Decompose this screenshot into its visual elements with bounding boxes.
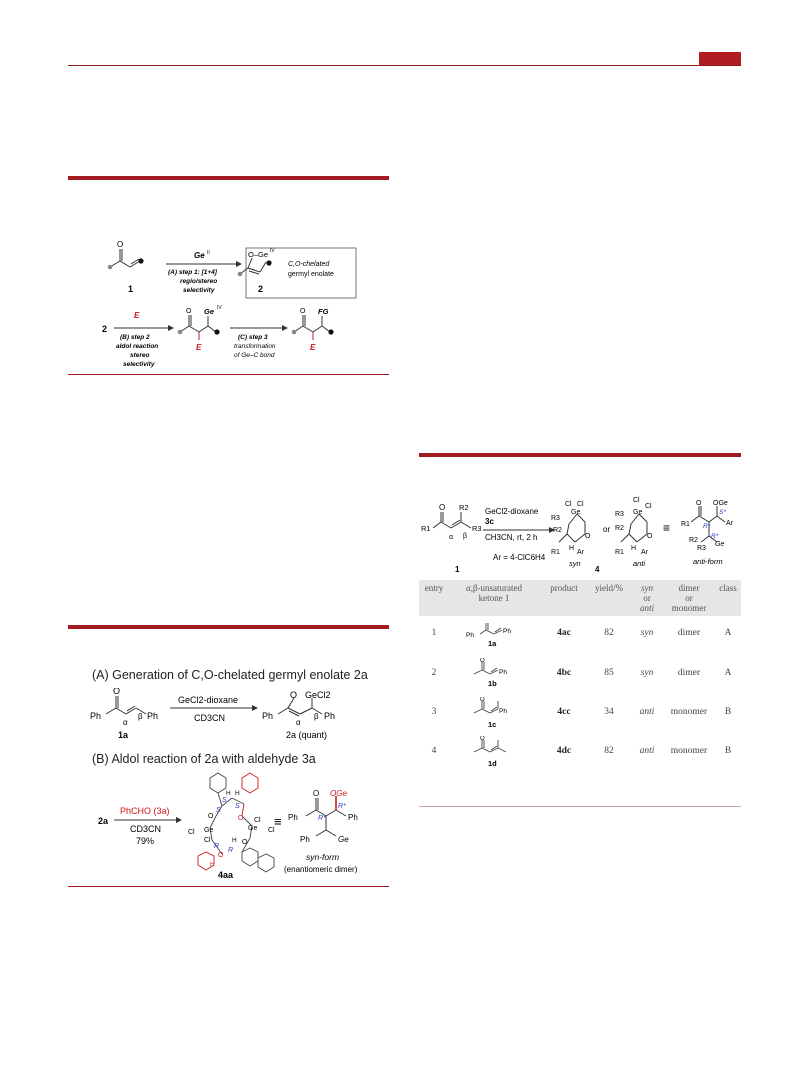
alpha-left: α (449, 534, 454, 541)
rstar-anti-2: R* (711, 533, 719, 540)
row1-yield: 82 (604, 628, 614, 638)
cl-1: Cl (188, 829, 195, 836)
ph-syn-2: Ph (348, 813, 358, 822)
svg-text:Ge: Ge (633, 509, 643, 516)
ar-anti-form: Ar (726, 520, 733, 527)
ph-right-1a: Ph (147, 711, 159, 721)
svg-text:O: O (480, 658, 485, 664)
cl-syn-2: Cl (577, 501, 584, 508)
row1-state: dimer (677, 628, 701, 638)
table-top-rule (419, 453, 741, 457)
th-syn: syn (641, 583, 653, 593)
th-entry: entry (424, 583, 444, 593)
row1-ketone-structure (466, 620, 530, 648)
ge-anti-form: Ge (715, 541, 725, 548)
cl-4: Cl (268, 827, 275, 834)
ph-syn-1: Ph (288, 813, 298, 822)
step-c: (C) step 3 (238, 334, 268, 341)
step-b-sub3: selectivity (123, 361, 155, 368)
r3-syn: R3 (551, 515, 560, 522)
r1-anti: R1 (615, 549, 624, 556)
fg-label: FG (318, 307, 329, 316)
r3-left: R3 (472, 524, 482, 533)
th-anti: anti (639, 603, 654, 613)
svg-text:O: O (186, 308, 192, 315)
step-a-sub: regio/stereo (180, 278, 218, 285)
ph-left-2a: Ph (262, 711, 274, 721)
svg-text:O: O (117, 240, 124, 249)
or-label: or (603, 525, 611, 534)
ge-iv: Ge (204, 307, 215, 316)
step-b: (B) step 2 (120, 334, 150, 341)
enolate-iv-sup: IV (270, 248, 275, 254)
th-ketone-2: ketone 1 (478, 593, 510, 603)
row3-synanti: anti (639, 707, 655, 717)
th-yield: yield/% (595, 583, 623, 593)
reagent-3: GeCl2-dioxane (485, 507, 539, 516)
enantiomeric-label: (enantiomeric dimer) (284, 865, 358, 874)
equiv-sign: ≡ (274, 814, 282, 829)
ar-anti: Ar (641, 549, 648, 556)
label-1: 1 (455, 565, 460, 574)
th-or: or (643, 593, 651, 603)
row3-class: B (724, 707, 732, 717)
svg-text:Ge: Ge (248, 825, 258, 832)
svg-text:O: O (480, 736, 485, 742)
row4-state: monomer (670, 746, 708, 756)
beta-left: β (463, 533, 468, 540)
anti-label: anti (633, 559, 646, 568)
r2-syn: R2 (553, 527, 562, 534)
r3-anti: R3 (615, 511, 624, 518)
beta-1a: β (138, 712, 143, 721)
scheme1-bottom-rule (68, 374, 389, 375)
row2-entry: 2 (431, 668, 437, 678)
gecl2-2a: GeCl2 (305, 690, 331, 700)
o-label-4: O (242, 839, 248, 846)
svg-text:O: O (480, 697, 485, 703)
svg-text:Ge: Ge (571, 509, 581, 516)
o-label-1: O (208, 813, 214, 820)
row1-ph-1: Ph (466, 632, 474, 639)
o-label-3: O (218, 852, 224, 859)
row1-entry: 1 (431, 628, 437, 638)
syn-form-label: syn-form (306, 852, 340, 862)
label-2a: 2a (98, 816, 109, 826)
row3-ketone-label: 1c (488, 720, 497, 729)
ph-right-2a: Ph (324, 711, 336, 721)
compound-1-label: 1 (128, 284, 134, 294)
table-header (419, 580, 741, 616)
compound-2-start: 2 (102, 324, 108, 334)
svg-text:O: O (696, 500, 702, 507)
row1-ketone-label: 1a (488, 639, 497, 648)
th-monomer: monomer (671, 603, 707, 613)
reagent-b: PhCHO (3a) (120, 806, 170, 816)
r2-anti-form: R2 (689, 537, 698, 544)
yield-b: 79% (136, 836, 155, 846)
r2-anti: R2 (615, 525, 624, 532)
scheme2-top-rule (68, 625, 389, 629)
row4-entry: 4 (431, 746, 437, 756)
scheme2-title-a: (A) Generation of C,O-chelated germyl enolate 2a (92, 668, 368, 682)
s-label-3: S (216, 807, 221, 814)
ar-definition: Ar = 4-ClC6H4 (493, 553, 546, 562)
electrophile-e: E (134, 311, 140, 320)
step-b-sub: aldol reaction (116, 343, 159, 350)
e-label-2: E (310, 343, 316, 352)
step-a-sub2: selectivity (183, 287, 215, 294)
ar-syn: Ar (577, 549, 584, 556)
o-syn: O (585, 533, 591, 540)
row1-product: 4ac (557, 628, 571, 638)
svg-text:O: O (300, 308, 306, 315)
s-label-1: S (222, 797, 227, 804)
label-1a: 1a (118, 730, 129, 740)
svg-text:H: H (235, 790, 240, 797)
scheme1-top-rule (68, 176, 389, 180)
svg-text:O: O (313, 789, 320, 798)
cl-syn-1: Cl (565, 501, 572, 508)
row4-synanti: anti (639, 746, 655, 756)
table-bottom-rule (419, 806, 741, 807)
th-ketone-1: α,β-unsaturated (465, 583, 523, 593)
enolate-o-ge: O–Ge (248, 250, 269, 259)
label-4aa: 4aa (218, 870, 234, 880)
row2-ketone-structure (470, 658, 530, 688)
r2-left: R2 (459, 503, 469, 512)
cl-3: Cl (204, 837, 211, 844)
reagent-3c: 3c (485, 517, 494, 526)
alpha-1a: α (123, 718, 128, 727)
scheme2-title-b: (B) Aldol reaction of 2a with aldehyde 3a (92, 752, 316, 766)
solvent-a: CD3CN (194, 713, 226, 723)
h-label-3: H (232, 837, 237, 844)
h-syn: H (569, 545, 575, 552)
th-dimer-or: or (685, 593, 693, 603)
rstar-1: R* (338, 803, 346, 810)
r-label-2: R (228, 847, 234, 854)
r1-syn: R1 (551, 549, 560, 556)
row3-ketone-structure (470, 697, 530, 729)
oge-syn: OGe (330, 789, 347, 798)
r1-left: R1 (421, 524, 431, 533)
syn-label: syn (569, 559, 581, 568)
rstar-anti-1: R* (703, 523, 711, 530)
r-label-1: R (214, 843, 220, 850)
th-dimer: dimer (678, 583, 700, 593)
product-2a: 2a (quant) (286, 730, 328, 740)
label-4: 4 (595, 565, 600, 574)
ge-iv-sup: IV (217, 305, 222, 311)
s-label-2: S (235, 803, 240, 810)
step-a: (A) step 1: [1+4] (168, 269, 217, 276)
row2-class: A (724, 668, 732, 678)
step-c-sub2: of Ge–C bond (234, 352, 275, 359)
row2-ketone-label: 1b (488, 679, 497, 688)
header-tab (699, 52, 741, 66)
scheme2-part-a (90, 688, 390, 748)
row2-synanti: syn (640, 668, 654, 678)
svg-text:Ge: Ge (204, 827, 214, 834)
row2-ph: Ph (499, 669, 507, 676)
o-anti: O (647, 533, 653, 540)
row4-yield: 82 (604, 746, 614, 756)
table-scheme (419, 494, 741, 580)
enolate-label-1: C,O-chelated (288, 261, 330, 268)
step-c-sub: transformation (234, 343, 276, 350)
ph-left-1a: Ph (90, 711, 102, 721)
row4-product: 4dc (556, 746, 572, 756)
ge-ii-sup: II (207, 250, 210, 256)
cl-2: Cl (254, 817, 261, 824)
row1-ph-2: Ph (503, 628, 511, 635)
h-anti: H (631, 545, 637, 552)
row3-state: monomer (670, 707, 708, 717)
reagent-ge: Ge (194, 251, 205, 260)
reagent-a: GeCl2-dioxane (178, 695, 239, 705)
solvent-b: CD3CN (130, 824, 162, 834)
row2-state: dimer (677, 668, 701, 678)
row4-ketone-label: 1d (488, 759, 497, 768)
row4-ketone-structure (470, 736, 530, 768)
r3-anti-form: R3 (697, 545, 706, 552)
th-product: product (550, 583, 578, 593)
cl-anti-2: Cl (645, 503, 652, 510)
header-rule (68, 65, 741, 66)
row3-yield: 34 (604, 707, 614, 717)
equiv-3: ≡ (663, 521, 671, 535)
svg-text:O: O (113, 688, 121, 696)
ph-syn-3: Ph (300, 835, 310, 844)
row1-class: A (724, 628, 732, 638)
row2-yield: 85 (604, 668, 614, 678)
oge-anti-form: OGe (713, 500, 728, 507)
e-label-1: E (196, 343, 202, 352)
scheme2-part-b (92, 768, 388, 882)
row4-class: B (724, 746, 732, 756)
beta-2a: β (314, 712, 319, 721)
r1-anti-form: R1 (681, 521, 690, 528)
svg-text:H: H (226, 790, 231, 797)
svg-text:O: O (439, 503, 446, 512)
row3-product: 4cc (557, 707, 571, 717)
row2-product: 4bc (556, 668, 572, 678)
alpha-2a: α (296, 718, 301, 727)
row3-ph: Ph (499, 708, 507, 715)
row1-synanti: syn (640, 628, 654, 638)
step-b-sub2: stereo (130, 352, 150, 359)
rstar-2: R* (318, 815, 326, 822)
scheme1-graphic (100, 240, 360, 370)
cl-anti-1: Cl (633, 497, 640, 504)
h-label-red: H (210, 861, 215, 868)
scheme2-bottom-rule (68, 886, 389, 887)
th-class: class (719, 583, 737, 593)
o-label-2: O (238, 815, 244, 822)
row3-entry: 3 (431, 707, 437, 717)
enolate-label-2: germyl enolate (288, 271, 334, 278)
anti-form-label: anti-form (693, 557, 723, 566)
ge-syn: Ge (338, 835, 349, 844)
compound-2-label: 2 (258, 284, 264, 294)
conditions: CH3CN, rt, 2 h (485, 533, 538, 542)
svg-text:O: O (290, 690, 298, 700)
sstar-anti: S* (719, 509, 726, 516)
